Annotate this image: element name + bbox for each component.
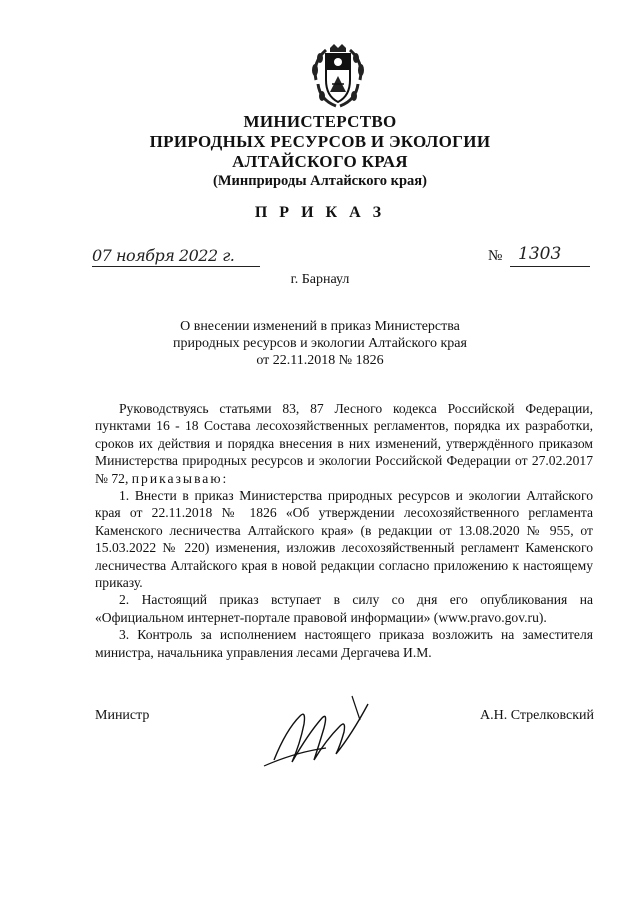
- altai-coat-of-arms-icon: [306, 40, 370, 112]
- order-subject: [0, 318, 640, 369]
- number-underline: [510, 266, 590, 267]
- preamble-paragraph: [95, 400, 593, 487]
- signer-position: Министр: [95, 708, 150, 723]
- city-name: г. Барнаул: [290, 272, 350, 287]
- ministry-title-line-3: АЛТАЙСКОГО КРАЯ: [232, 152, 408, 171]
- ministry-title-line-1: МИНИСТЕРСТВО: [243, 112, 397, 131]
- handwritten-signature: [256, 690, 386, 776]
- date-underline: [92, 266, 260, 267]
- handwritten-date: 07 ноября 2022 г.: [92, 246, 235, 265]
- subject-line-1: О внесении изменений в приказ Министерства: [180, 319, 460, 334]
- subject-line-3: от 22.11.2018 № 1826: [256, 353, 384, 368]
- preamble-text: Руководствуясь статьями 83, 87 Лесного кодекса Российской Федерации, пунктами 16 - 18 Состава лесохозяйственных регламентов, порядка их разработки, сроков их действия и порядка внесения в них изменений, утверждённого приказом Министерства природных ресурсов и экологии Российской Федерации от 27.02.2017 № 72,: [95, 401, 593, 486]
- order-item-1: 1. Внести в приказ Министерства природных ресурсов и экологии Алтайского края от 22.11.2018 № 1826 «Об утверждении лесохозяйственного регламента Каменского лесничества Алтайского края» (в редакции от 13.08.2020 № 955, от 15.03.2022 № 220) изменения, изложив лесохозяйственный регламент Каменского лесничества Алтайского края в новой редакции согласно приложению к настоящему приказу.: [95, 488, 593, 591]
- document-type-title: П Р И К А З: [254, 204, 386, 221]
- handwritten-number: 1303: [518, 244, 562, 264]
- orders-word: приказываю:: [131, 470, 229, 486]
- ministry-short-name: (Минприроды Алтайского края): [213, 173, 427, 189]
- order-item-2: 2. Настоящий приказ вступает в силу со дня его опубликования на «Официальном интернет-портале правовой информации» (www.pravo.gov.ru).: [95, 592, 593, 625]
- order-item-3: 3. Контроль за исполнением настоящего приказа возложить на заместителя министра, начальника управления лесами Дергачева И.М.: [95, 627, 593, 660]
- order-body: [95, 400, 593, 661]
- ministry-title-line-2: ПРИРОДНЫХ РЕСУРСОВ И ЭКОЛОГИИ: [149, 132, 491, 151]
- subject-line-2: природных ресурсов и экологии Алтайского края: [173, 336, 467, 351]
- number-label: №: [488, 248, 503, 264]
- signer-name: А.Н. Стрелковский: [480, 708, 594, 723]
